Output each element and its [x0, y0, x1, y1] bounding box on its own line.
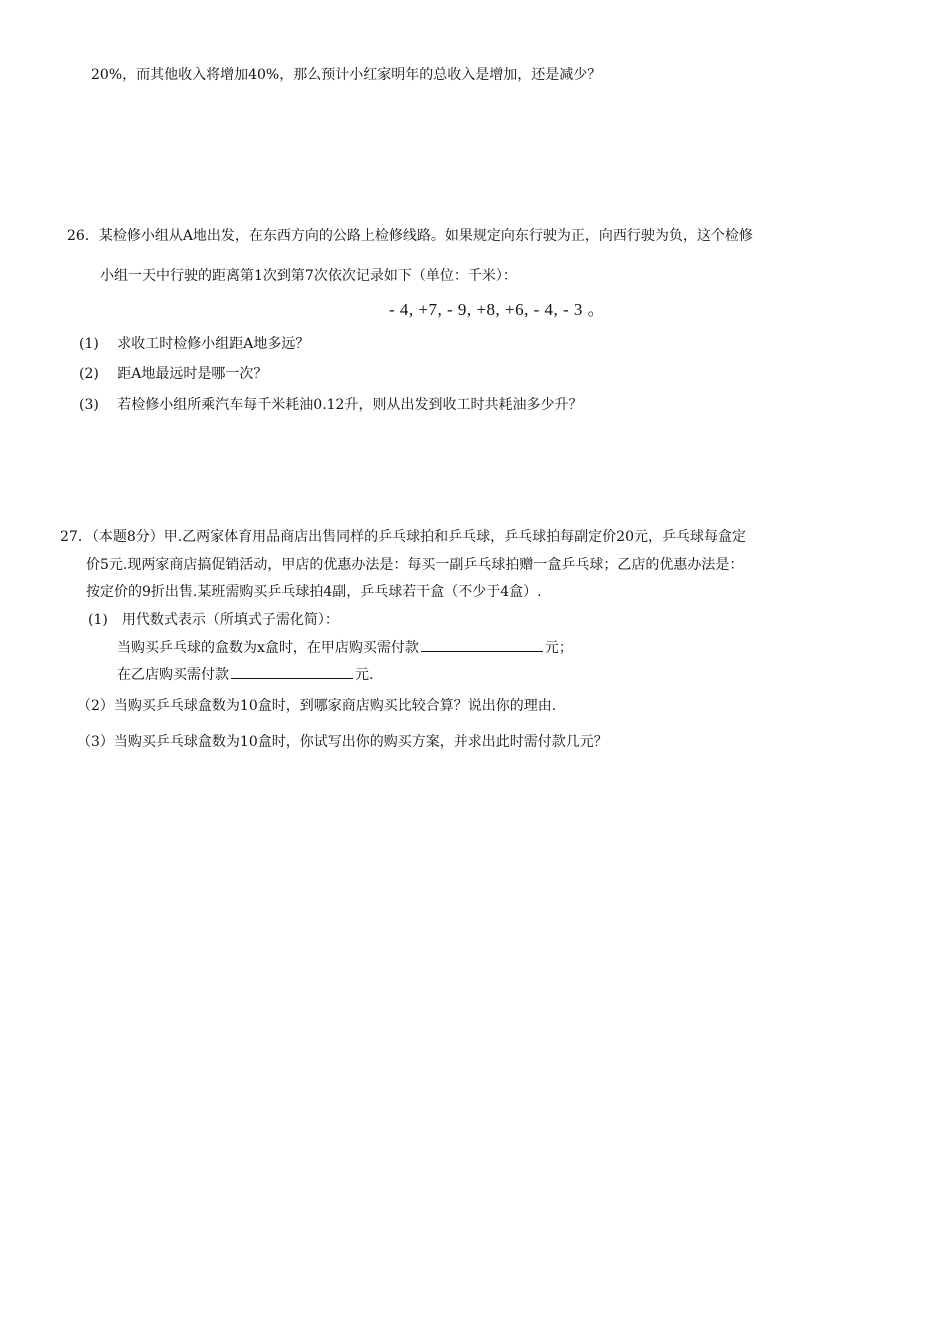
q27-part-1a-text: 当购买乒乓球的盒数为x盒时，在甲店购买需付款	[117, 640, 419, 656]
q27-part-1a	[117, 637, 573, 658]
q27-part-1: (1) 用代数式表示（所填式子需化简）：	[88, 612, 339, 628]
answer-blank-shop-b[interactable]	[231, 664, 353, 679]
q27-part-3: （3）当购买乒乓球盒数为10盒时，你试写出你的购买方案，并求出此时需付款几元？	[77, 734, 608, 750]
q26-part-1: (1) 求收工时检修小组距A地多远？	[79, 336, 310, 352]
q26-stem-line2: 小组一天中行驶的距离第1次到第7次依次记录如下（单位：千米）：	[100, 268, 517, 284]
q25-continuation: 20%，而其他收入将增加40%，那么预计小红家明年的总收入是增加，还是减少？	[91, 67, 602, 83]
q27-stem-line3: 按定价的9折出售.某班需购买乒乓球拍4副，乒乓球若干盒（不少于4盒）.	[86, 584, 542, 600]
q27-part-1a-unit: 元；	[544, 640, 573, 656]
q26-part-3: (3) 若检修小组所乘汽车每千米耗油0.12升，则从出发到收工时共耗油多少升？	[79, 397, 583, 413]
q27-stem-line2: 价5元.现两家商店搞促销活动，甲店的优惠办法是：每买一副乒乓球拍赠一盒乒乓球；乙店的优惠办法是：	[86, 557, 744, 573]
answer-blank-shop-a[interactable]	[421, 637, 543, 652]
q27-part-1b	[117, 664, 373, 685]
q27-part-2: （2）当购买乒乓球盒数为10盒时，到哪家商店购买比较合算？说出你的理由.	[77, 698, 557, 714]
q26-data-sequence: - 4, +7, - 9, +8, +6, - 4, - 3 。	[389, 300, 606, 319]
q26-part-2: (2) 距A地最远时是哪一次？	[79, 366, 268, 382]
q27-part-1b-text: 在乙店购买需付款	[117, 667, 229, 683]
q27-stem-line1: 27．（本题8分）甲.乙两家体育用品商店出售同样的乒乓球拍和乒乓球，乒乓球拍每副定价20元，乒乓球每盒定	[60, 529, 746, 545]
q27-part-1b-unit: 元.	[355, 667, 374, 683]
q26-stem-line1: 26．某检修小组从A地出发，在东西方向的公路上检修线路。如果规定向东行驶为正，向西行驶为负，这个检修	[67, 228, 753, 244]
